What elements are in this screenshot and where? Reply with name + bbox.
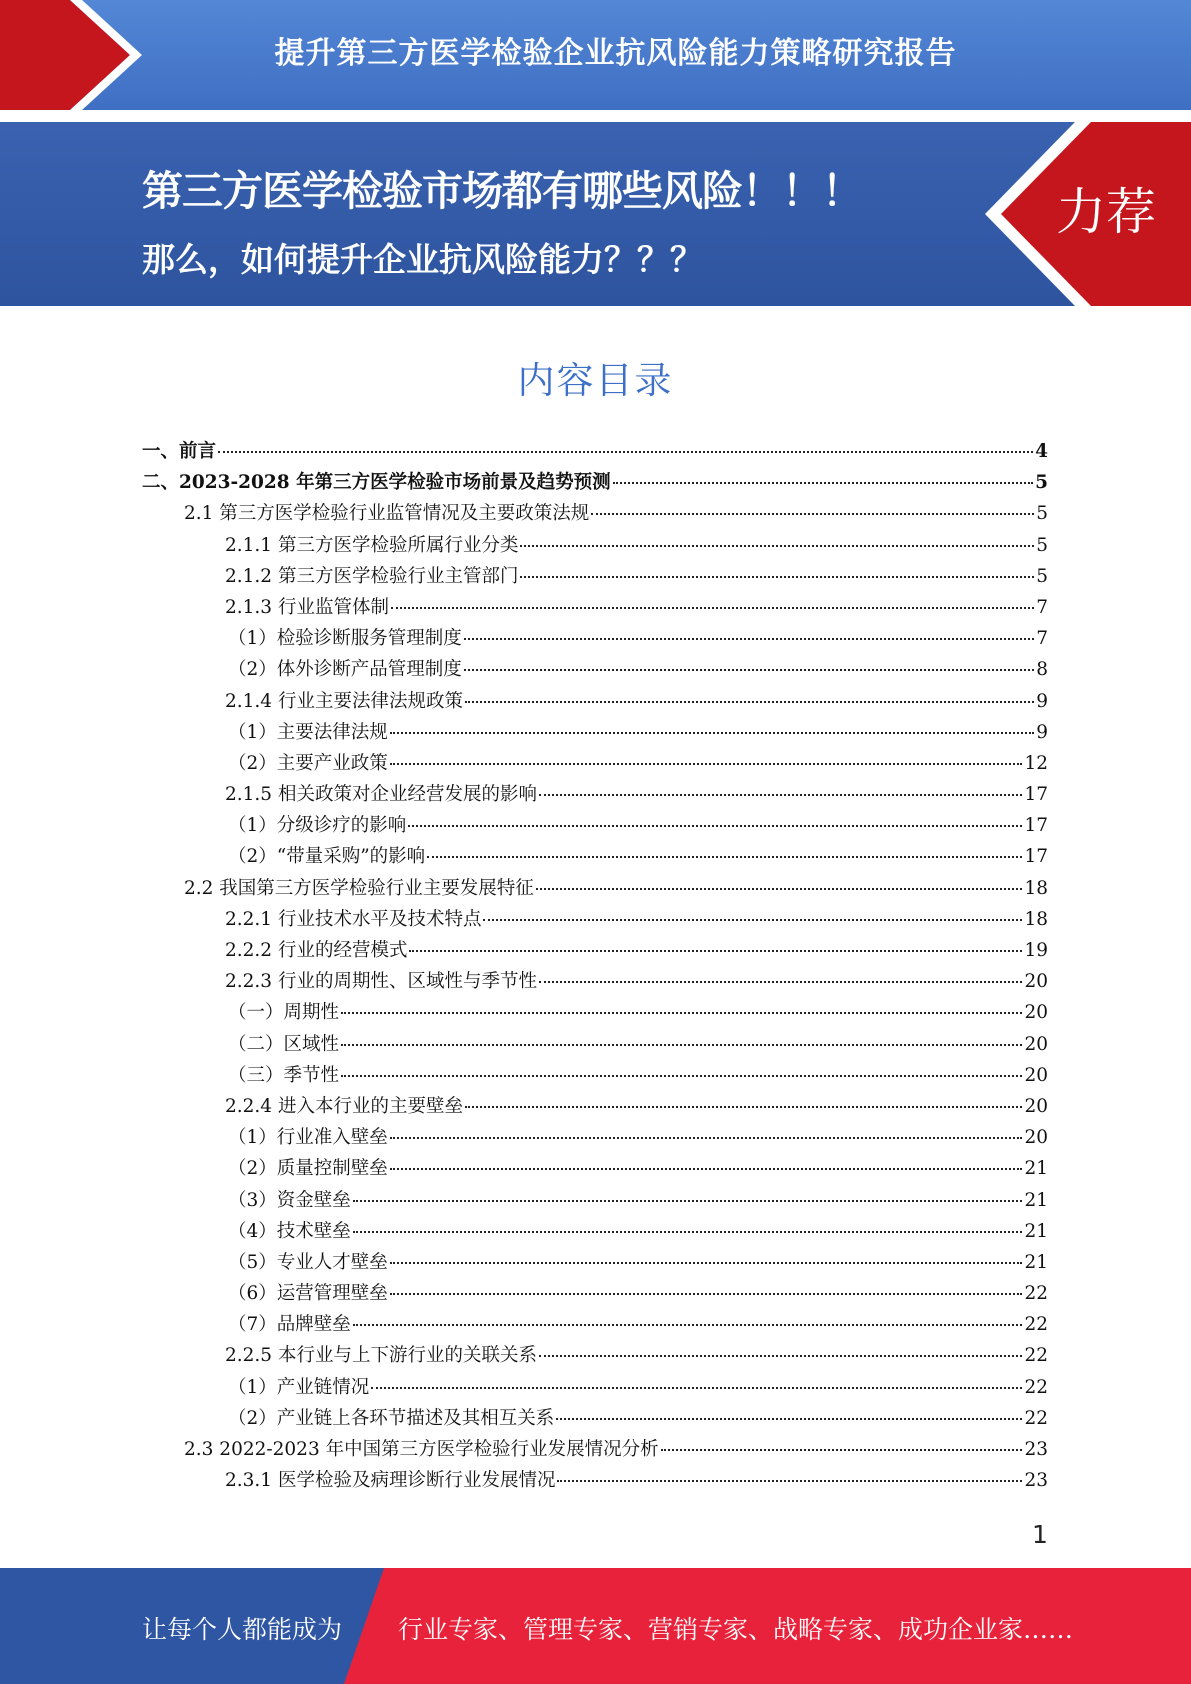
toc-entry[interactable] bbox=[142, 499, 1048, 530]
toc-entry[interactable] bbox=[142, 687, 1048, 718]
toc-entry-page: 4 bbox=[1035, 441, 1048, 462]
toc-entry-label: （4）技术壁垒 bbox=[228, 1220, 351, 1242]
toc-entry-label: （2）质量控制壁垒 bbox=[228, 1158, 388, 1180]
toc-entry-page: 17 bbox=[1024, 846, 1048, 868]
toc-entry-page: 9 bbox=[1036, 721, 1048, 743]
toc-entry[interactable] bbox=[142, 1404, 1048, 1435]
toc-entry[interactable] bbox=[142, 1466, 1048, 1497]
toc-entry-label: （二）区域性 bbox=[228, 1033, 340, 1055]
toc-dot-leader bbox=[341, 1044, 1022, 1046]
toc-dot-leader bbox=[520, 545, 1034, 547]
toc-entry-page: 5 bbox=[1036, 534, 1048, 556]
toc-entry-label: （5）专业人才壁垒 bbox=[228, 1251, 388, 1273]
toc-dot-leader bbox=[591, 513, 1034, 515]
toc-entry-label: 2.2.4 进入本行业的主要壁垒 bbox=[225, 1095, 463, 1117]
toc-dot-leader bbox=[464, 638, 1034, 640]
toc-entry-page: 21 bbox=[1024, 1251, 1048, 1273]
toc-entry[interactable] bbox=[142, 1123, 1048, 1154]
toc-dot-leader bbox=[218, 451, 1033, 453]
toc-dot-leader bbox=[341, 1012, 1022, 1014]
toc-entry[interactable] bbox=[142, 811, 1048, 842]
toc-entry[interactable] bbox=[142, 562, 1048, 593]
toc-entry-label: 2.3.1 医学检验及病理诊断行业发展情况 bbox=[225, 1470, 556, 1492]
toc-entry-page: 23 bbox=[1024, 1470, 1048, 1492]
toc-dot-leader bbox=[409, 950, 1022, 952]
toc-entry-page: 22 bbox=[1024, 1376, 1048, 1398]
toc-entry[interactable] bbox=[142, 624, 1048, 655]
toc-entry-page: 20 bbox=[1024, 1002, 1048, 1024]
toc-dot-leader bbox=[464, 669, 1034, 671]
toc-entry-page: 22 bbox=[1024, 1283, 1048, 1305]
toc-entry-page: 21 bbox=[1024, 1220, 1048, 1242]
toc-entry[interactable] bbox=[142, 468, 1048, 499]
toc-entry-label: 2.1.5 相关政策对企业经营发展的影响 bbox=[225, 784, 537, 806]
footer-slogan-left: 让每个人都能成为 bbox=[142, 1615, 343, 1644]
toc-entry-label: （2）主要产业政策 bbox=[228, 752, 388, 774]
toc-entry-label: （1）行业准入壁垒 bbox=[228, 1127, 388, 1149]
toc-dot-leader bbox=[353, 1324, 1023, 1326]
toc-dot-leader bbox=[390, 1168, 1023, 1170]
toc-entry-label: 2.2.3 行业的周期性、区域性与季节性 bbox=[225, 971, 537, 993]
top-banner bbox=[0, 0, 1191, 110]
toc-entry[interactable] bbox=[142, 1186, 1048, 1217]
toc-entry-page: 20 bbox=[1024, 971, 1048, 993]
toc-entry-page: 18 bbox=[1024, 908, 1048, 930]
toc-entry-label: 2.3 2022-2023 年中国第三方医学检验行业发展情况分析 bbox=[184, 1439, 659, 1460]
toc-entry[interactable] bbox=[142, 1248, 1048, 1279]
toc-dot-leader bbox=[408, 825, 1022, 827]
headline-banner bbox=[0, 122, 1191, 306]
toc-entry[interactable] bbox=[142, 655, 1048, 686]
toc-dot-leader bbox=[391, 607, 1034, 609]
toc-entry-label: （1）主要法律法规 bbox=[228, 721, 388, 743]
toc-entry-page: 12 bbox=[1024, 752, 1048, 774]
toc-dot-leader bbox=[557, 1480, 1022, 1482]
toc-entry[interactable] bbox=[142, 1310, 1048, 1341]
toc-entry-label: （1）产业链情况 bbox=[228, 1376, 370, 1398]
report-title: 提升第三方医学检验企业抗风险能力策略研究报告 bbox=[274, 36, 957, 71]
toc-entry-page: 20 bbox=[1024, 1127, 1048, 1149]
toc-entry-page: 9 bbox=[1036, 690, 1048, 712]
toc-entry-page: 19 bbox=[1024, 940, 1048, 961]
page-number: 1 bbox=[1032, 1520, 1048, 1549]
toc-entry-page: 22 bbox=[1024, 1407, 1048, 1429]
toc-entry[interactable] bbox=[142, 1217, 1048, 1248]
toc-entry-label: 2.1.1 第三方医学检验所属行业分类 bbox=[225, 534, 519, 556]
toc-entry[interactable] bbox=[142, 1030, 1048, 1061]
toc-dot-leader bbox=[539, 794, 1022, 796]
headline-risk: 第三方医学检验市场都有哪些风险！！！ bbox=[142, 167, 862, 215]
toc-dot-leader bbox=[341, 1075, 1022, 1077]
toc-entry-page: 20 bbox=[1024, 1064, 1048, 1086]
toc-entry[interactable] bbox=[142, 842, 1048, 873]
toc-dot-leader bbox=[661, 1449, 1023, 1451]
toc-entry[interactable] bbox=[142, 593, 1048, 624]
toc-entry[interactable] bbox=[142, 967, 1048, 998]
toc-dot-leader bbox=[465, 701, 1034, 703]
toc-entry-page: 21 bbox=[1024, 1189, 1048, 1211]
toc-entry-label: （2）“带量采购”的影响 bbox=[228, 846, 426, 868]
toc-dot-leader bbox=[390, 732, 1034, 734]
toc-entry-label: 二、2023-2028 年第三方医学检验市场前景及趋势预测 bbox=[142, 472, 611, 494]
toc-entry-page: 18 bbox=[1024, 877, 1048, 899]
toc-entry-page: 5 bbox=[1035, 472, 1048, 494]
toc-entry[interactable] bbox=[142, 1435, 1048, 1466]
toc-entry[interactable] bbox=[142, 936, 1048, 967]
toc-entry-label: （6）运营管理壁垒 bbox=[228, 1283, 388, 1305]
toc-entry-label: 2.1.3 行业监管体制 bbox=[225, 596, 389, 618]
toc-entry-label: 2.1 第三方医学检验行业监管情况及主要政策法规 bbox=[184, 503, 590, 525]
toc-dot-leader bbox=[520, 576, 1034, 578]
toc-dot-leader bbox=[613, 482, 1034, 484]
recommend-badge: 力荐 bbox=[1056, 183, 1156, 241]
toc-entry[interactable] bbox=[142, 998, 1048, 1029]
toc-entry-label: 2.2.5 本行业与上下游行业的关联关系 bbox=[225, 1345, 537, 1367]
toc-entry-page: 17 bbox=[1024, 784, 1048, 806]
toc-dot-leader bbox=[556, 1418, 1022, 1420]
toc-dot-leader bbox=[371, 1387, 1022, 1389]
toc-entry[interactable] bbox=[142, 531, 1048, 562]
toc-entry-label: （1）检验诊断服务管理制度 bbox=[228, 628, 462, 650]
toc-dot-leader bbox=[390, 1293, 1023, 1295]
toc-entry-page: 20 bbox=[1024, 1095, 1048, 1117]
toc-entry-label: 2.2 我国第三方医学检验行业主要发展特征 bbox=[184, 877, 534, 899]
toc-entry[interactable] bbox=[142, 1154, 1048, 1185]
toc-entry-label: （1）分级诊疗的影响 bbox=[228, 815, 407, 837]
toc-entry-page: 7 bbox=[1036, 628, 1048, 650]
toc-entry-label: （2）体外诊断产品管理制度 bbox=[228, 659, 462, 681]
toc-dot-leader bbox=[427, 856, 1022, 858]
toc-entry[interactable] bbox=[142, 1279, 1048, 1310]
toc-entry-label: 一、前言 bbox=[142, 441, 217, 462]
toc-entry[interactable] bbox=[142, 749, 1048, 780]
toc-entry-page: 22 bbox=[1024, 1345, 1048, 1367]
toc-entry-page: 21 bbox=[1024, 1158, 1048, 1180]
toc-entry[interactable] bbox=[142, 1373, 1048, 1404]
toc-entry-page: 5 bbox=[1036, 565, 1048, 587]
toc-dot-leader bbox=[539, 1355, 1022, 1357]
toc-entry-page: 7 bbox=[1036, 596, 1048, 618]
toc-entry[interactable] bbox=[142, 437, 1048, 468]
toc-dot-leader bbox=[353, 1231, 1023, 1233]
toc-entry-label: 2.1.4 行业主要法律法规政策 bbox=[225, 690, 463, 712]
toc-entry-page: 17 bbox=[1024, 815, 1048, 837]
toc-dot-leader bbox=[390, 1262, 1023, 1264]
toc-entry-label: （一）周期性 bbox=[228, 1002, 340, 1024]
toc-entry[interactable] bbox=[142, 874, 1048, 905]
toc-entry-label: （2）产业链上各环节描述及其相互关系 bbox=[228, 1407, 555, 1429]
toc-entry-label: （3）资金壁垒 bbox=[228, 1189, 351, 1211]
toc-entry-page: 20 bbox=[1024, 1033, 1048, 1055]
toc-entry-label: （7）品牌壁垒 bbox=[228, 1314, 351, 1336]
toc-entry-label: 2.2.2 行业的经营模式 bbox=[225, 940, 408, 961]
toc-entry[interactable] bbox=[142, 780, 1048, 811]
toc-dot-leader bbox=[390, 763, 1023, 765]
toc-entry[interactable] bbox=[142, 905, 1048, 936]
footer-banner bbox=[0, 1568, 1191, 1684]
toc-entry-label: 2.2.1 行业技术水平及技术特点 bbox=[225, 908, 482, 930]
toc-entry-page: 8 bbox=[1036, 659, 1048, 681]
toc-dot-leader bbox=[353, 1200, 1023, 1202]
toc-entry-label: 2.1.2 第三方医学检验行业主管部门 bbox=[225, 565, 519, 587]
toc-entry[interactable] bbox=[142, 718, 1048, 749]
toc-entry-page: 22 bbox=[1024, 1314, 1048, 1336]
toc-entry-page: 23 bbox=[1024, 1439, 1048, 1460]
toc-dot-leader bbox=[390, 1137, 1023, 1139]
toc-entry[interactable] bbox=[142, 1092, 1048, 1123]
toc-entry[interactable] bbox=[142, 1061, 1048, 1092]
headline-question: 那么，如何提升企业抗风险能力？？？ bbox=[142, 240, 703, 279]
table-of-contents bbox=[142, 437, 1048, 1497]
toc-dot-leader bbox=[465, 1106, 1022, 1108]
footer-slogan-right: 行业专家、管理专家、营销专家、战略专家、成功企业家…… bbox=[398, 1615, 1074, 1644]
toc-entry[interactable] bbox=[142, 1341, 1048, 1372]
toc-dot-leader bbox=[483, 919, 1022, 921]
toc-dot-leader bbox=[536, 888, 1023, 890]
toc-dot-leader bbox=[539, 981, 1022, 983]
toc-entry-label: （三）季节性 bbox=[228, 1064, 340, 1086]
toc-title: 内容目录 bbox=[517, 359, 674, 402]
toc-entry-page: 5 bbox=[1036, 503, 1048, 525]
